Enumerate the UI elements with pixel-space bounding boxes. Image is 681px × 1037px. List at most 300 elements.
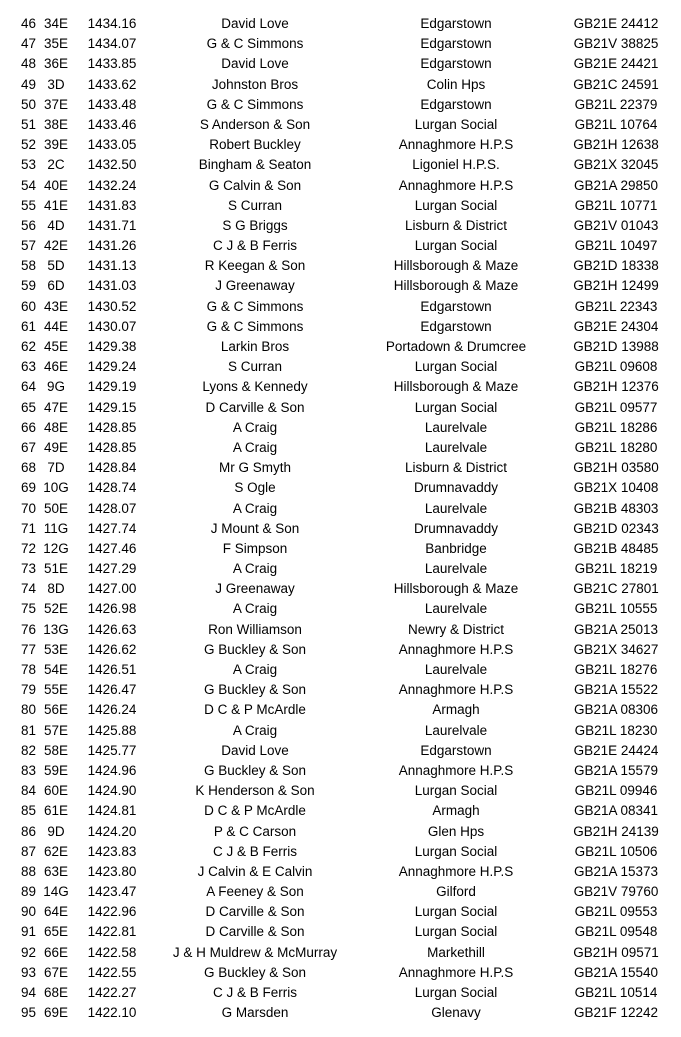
ring-number-cell: GB21H 12376: [573, 379, 659, 395]
section-position-cell: 59E: [43, 762, 69, 778]
table-row: [0, 337, 681, 357]
member-name-cell: J Greenaway: [215, 278, 295, 294]
ring-number-cell: GB21L 18276: [574, 662, 658, 677]
member-name-cell: Bingham & Seaton: [198, 157, 312, 173]
member-name-cell: R Keegan & Son: [204, 258, 306, 274]
ring-number-cell: GB21A 25013: [573, 621, 659, 637]
club-cell: Edgarstown: [420, 56, 492, 72]
ring-number-cell: GB21L 22343: [574, 298, 658, 314]
club-cell: Lisburn & District: [404, 460, 508, 476]
ring-number-cell: GB21B 48303: [573, 500, 659, 516]
member-name-cell: G & C Simmons: [206, 96, 304, 112]
member-name-cell: S Curran: [227, 359, 283, 375]
ring-number-cell: GB21L 10764: [574, 116, 658, 132]
member-name-cell: D Carville & Son: [205, 924, 305, 940]
member-name-cell: J Calvin & E Calvin: [197, 863, 313, 879]
section-position-cell: 63E: [43, 863, 69, 879]
table-row: [0, 539, 681, 559]
velocity-cell: 1422.58: [87, 944, 137, 960]
velocity-cell: 1426.47: [87, 682, 137, 698]
ring-number-cell: GB21H 12638: [573, 137, 659, 153]
position-cell: 74: [20, 581, 36, 597]
section-position-cell: 49E: [43, 439, 69, 455]
club-cell: Lisburn & District: [404, 217, 508, 233]
club-cell: Lurgan Social: [414, 399, 498, 415]
position-cell: 56: [20, 217, 36, 233]
club-cell: Laurelvale: [424, 722, 488, 738]
section-position-cell: 9D: [47, 823, 65, 839]
table-row: [0, 943, 681, 963]
table-row: [0, 236, 681, 256]
club-cell: Laurelvale: [424, 439, 488, 455]
position-cell: 61: [20, 318, 36, 334]
member-name-cell: J Greenaway: [215, 581, 295, 597]
ring-number-cell: GB21X 32045: [573, 157, 659, 173]
member-name-cell: A Craig: [232, 722, 278, 738]
club-cell: Lurgan Social: [414, 843, 498, 859]
table-row: [0, 700, 681, 720]
table-row: [0, 418, 681, 438]
position-cell: 67: [20, 439, 36, 455]
section-position-cell: 56E: [43, 702, 69, 718]
ring-number-cell: GB21L 18230: [574, 722, 658, 738]
table-row: [0, 620, 681, 640]
position-cell: 85: [20, 803, 36, 819]
table-row: [0, 478, 681, 498]
velocity-cell: 1429.24: [87, 359, 137, 375]
club-cell: Edgarstown: [420, 318, 492, 334]
table-row: [0, 842, 681, 862]
ring-number-cell: GB21L 10514: [574, 985, 658, 1000]
position-cell: 48: [20, 56, 36, 72]
position-cell: 52: [20, 137, 36, 153]
ring-number-cell: GB21L 10506: [574, 843, 658, 859]
velocity-cell: 1431.83: [87, 197, 137, 213]
velocity-cell: 1423.80: [87, 863, 137, 879]
member-name-cell: G & C Simmons: [206, 298, 304, 314]
member-name-cell: Ron Williamson: [208, 621, 302, 637]
position-cell: 59: [20, 278, 36, 294]
table-row: [0, 216, 681, 236]
club-cell: Lurgan Social: [414, 197, 498, 213]
position-cell: 60: [20, 298, 36, 314]
velocity-cell: 1426.51: [87, 662, 137, 677]
table-row: [0, 559, 681, 579]
position-cell: 64: [20, 379, 36, 395]
position-cell: 63: [20, 359, 36, 375]
velocity-cell: 1431.13: [87, 258, 137, 274]
table-row: [0, 499, 681, 519]
club-cell: Hillsborough & Maze: [393, 258, 519, 274]
club-cell: Edgarstown: [420, 742, 492, 758]
ring-number-cell: GB21X 34627: [573, 641, 659, 657]
velocity-cell: 1423.83: [87, 843, 137, 859]
section-position-cell: 7D: [47, 460, 65, 476]
ring-number-cell: GB21H 09571: [573, 944, 659, 960]
club-cell: Armagh: [432, 702, 480, 718]
position-cell: 82: [20, 742, 36, 758]
table-row: [0, 75, 681, 95]
ring-number-cell: GB21H 03580: [573, 460, 659, 476]
ring-number-cell: GB21L 18286: [574, 419, 658, 435]
velocity-cell: 1429.15: [87, 399, 137, 415]
member-name-cell: G Buckley & Son: [203, 762, 307, 778]
club-cell: Lurgan Social: [414, 904, 498, 920]
club-cell: Lurgan Social: [414, 238, 498, 254]
section-position-cell: 64E: [43, 904, 69, 920]
velocity-cell: 1434.07: [87, 36, 137, 52]
velocity-cell: 1422.55: [87, 964, 137, 980]
section-position-cell: 69E: [43, 1005, 69, 1021]
position-cell: 94: [20, 985, 36, 1000]
position-cell: 79: [20, 682, 36, 698]
position-cell: 46: [20, 16, 36, 31]
position-cell: 54: [20, 177, 36, 193]
club-cell: Gilford: [436, 884, 476, 900]
ring-number-cell: GB21D 18338: [573, 258, 659, 274]
member-name-cell: D C & P McArdle: [204, 803, 306, 819]
section-position-cell: 57E: [43, 722, 69, 738]
velocity-cell: 1427.46: [87, 540, 137, 556]
section-position-cell: 14G: [43, 884, 69, 900]
position-cell: 68: [20, 460, 36, 476]
position-cell: 92: [20, 944, 36, 960]
member-name-cell: K Henderson & Son: [195, 783, 315, 799]
velocity-cell: 1430.52: [87, 298, 137, 314]
ring-number-cell: GB21A 08306: [573, 702, 659, 718]
ring-number-cell: GB21L 09577: [574, 399, 658, 415]
member-name-cell: D Carville & Son: [205, 904, 305, 920]
velocity-cell: 1424.20: [87, 823, 137, 839]
member-name-cell: G Buckley & Son: [203, 964, 307, 980]
ring-number-cell: GB21L 09553: [574, 904, 658, 920]
club-cell: Ligoniel H.P.S.: [412, 157, 500, 173]
velocity-cell: 1426.98: [87, 601, 137, 617]
section-position-cell: 3D: [47, 76, 65, 92]
club-cell: Banbridge: [425, 540, 487, 556]
member-name-cell: David Love: [221, 16, 289, 31]
table-row: [0, 680, 681, 700]
velocity-cell: 1434.16: [87, 16, 137, 31]
club-cell: Annaghmore H.P.S: [398, 863, 514, 879]
club-cell: Edgarstown: [420, 96, 492, 112]
member-name-cell: G Buckley & Son: [203, 682, 307, 698]
table-row: [0, 276, 681, 296]
velocity-cell: 1422.81: [87, 924, 137, 940]
member-name-cell: F Simpson: [222, 540, 288, 556]
ring-number-cell: GB21A 29850: [573, 177, 659, 193]
club-cell: Newry & District: [407, 621, 504, 637]
club-cell: Laurelvale: [424, 500, 488, 516]
member-name-cell: P & C Carson: [213, 823, 297, 839]
section-position-cell: 60E: [43, 783, 69, 799]
position-cell: 47: [20, 36, 36, 52]
velocity-cell: 1426.24: [87, 702, 137, 718]
club-cell: Laurelvale: [424, 561, 488, 577]
ring-number-cell: GB21V 38825: [573, 36, 659, 52]
ring-number-cell: GB21L 10771: [574, 197, 658, 213]
velocity-cell: 1424.96: [87, 762, 137, 778]
velocity-cell: 1430.07: [87, 318, 137, 334]
position-cell: 80: [20, 702, 36, 718]
position-cell: 73: [20, 561, 36, 577]
ring-number-cell: GB21L 09548: [574, 924, 658, 940]
table-row: [0, 721, 681, 741]
table-row: [0, 256, 681, 276]
club-cell: Edgarstown: [420, 36, 492, 52]
ring-number-cell: GB21C 27801: [573, 581, 659, 597]
member-name-cell: Mr G Smyth: [218, 460, 291, 476]
section-position-cell: 2C: [47, 157, 65, 173]
section-position-cell: 40E: [43, 177, 69, 193]
table-row: [0, 882, 681, 902]
section-position-cell: 46E: [43, 359, 69, 375]
position-cell: 66: [20, 419, 36, 435]
position-cell: 49: [20, 76, 36, 92]
ring-number-cell: GB21E 24304: [573, 318, 659, 334]
position-cell: 72: [20, 540, 36, 556]
table-row: [0, 196, 681, 216]
velocity-cell: 1432.50: [87, 157, 137, 173]
club-cell: Drumnavaddy: [413, 520, 499, 536]
club-cell: Lurgan Social: [414, 924, 498, 940]
member-name-cell: C J & B Ferris: [212, 843, 297, 859]
section-position-cell: 52E: [43, 601, 69, 617]
club-cell: Armagh: [432, 803, 480, 819]
ring-number-cell: GB21L 09946: [574, 783, 658, 799]
table-row: [0, 398, 681, 418]
position-cell: 65: [20, 399, 36, 415]
member-name-cell: S G Briggs: [222, 217, 288, 233]
ring-number-cell: GB21C 24591: [573, 76, 659, 92]
section-position-cell: 48E: [43, 419, 69, 435]
position-cell: 90: [20, 904, 36, 920]
member-name-cell: A Craig: [232, 500, 278, 516]
club-cell: Edgarstown: [420, 16, 492, 31]
position-cell: 95: [20, 1005, 36, 1021]
velocity-cell: 1428.85: [87, 439, 137, 455]
table-row: [0, 922, 681, 942]
table-row: [0, 14, 681, 34]
club-cell: Laurelvale: [424, 662, 488, 677]
member-name-cell: Johnston Bros: [211, 76, 299, 92]
member-name-cell: J Mount & Son: [210, 520, 300, 536]
club-cell: Colin Hps: [426, 76, 486, 92]
ring-number-cell: GB21B 48485: [573, 540, 659, 556]
table-row: [0, 297, 681, 317]
table-row: [0, 176, 681, 196]
velocity-cell: 1424.90: [87, 783, 137, 799]
section-position-cell: 58E: [43, 742, 69, 758]
table-row: [0, 377, 681, 397]
section-position-cell: 35E: [43, 36, 69, 52]
section-position-cell: 4D: [47, 217, 65, 233]
club-cell: Lurgan Social: [414, 783, 498, 799]
member-name-cell: Larkin Bros: [220, 339, 290, 354]
member-name-cell: C J & B Ferris: [212, 238, 297, 254]
table-row: [0, 579, 681, 599]
member-name-cell: D Carville & Son: [205, 399, 305, 415]
club-cell: Lurgan Social: [414, 116, 498, 132]
ring-number-cell: GB21D 13988: [573, 339, 659, 354]
table-row: [0, 519, 681, 539]
section-position-cell: 50E: [43, 500, 69, 516]
club-cell: Glenavy: [431, 1005, 481, 1021]
club-cell: Drumnavaddy: [413, 480, 499, 496]
position-cell: 69: [20, 480, 36, 496]
velocity-cell: 1433.62: [87, 76, 137, 92]
ring-number-cell: GB21A 15579: [573, 762, 659, 778]
position-cell: 58: [20, 258, 36, 274]
table-row: [0, 317, 681, 337]
club-cell: Annaghmore H.P.S: [398, 137, 514, 153]
section-position-cell: 9G: [46, 379, 65, 395]
club-cell: Laurelvale: [424, 419, 488, 435]
section-position-cell: 45E: [43, 339, 69, 354]
velocity-cell: 1426.62: [87, 641, 137, 657]
position-cell: 53: [20, 157, 36, 173]
position-cell: 62: [20, 339, 36, 354]
velocity-cell: 1433.46: [87, 116, 137, 132]
velocity-cell: 1433.85: [87, 56, 137, 72]
club-cell: Laurelvale: [424, 601, 488, 617]
table-row: [0, 781, 681, 801]
section-position-cell: 41E: [43, 197, 69, 213]
section-position-cell: 13G: [43, 621, 69, 637]
velocity-cell: 1428.74: [87, 480, 137, 496]
ring-number-cell: GB21A 15540: [573, 964, 659, 980]
table-row: [0, 1003, 681, 1023]
ring-number-cell: GB21V 79760: [573, 884, 659, 900]
ring-number-cell: GB21L 18280: [574, 439, 658, 455]
position-cell: 88: [20, 863, 36, 879]
section-position-cell: 55E: [43, 682, 69, 698]
position-cell: 87: [20, 843, 36, 859]
ring-number-cell: GB21X 10408: [573, 480, 659, 496]
table-row: [0, 115, 681, 135]
table-row: [0, 902, 681, 922]
position-cell: 77: [20, 641, 36, 657]
ring-number-cell: GB21L 18219: [574, 561, 658, 577]
velocity-cell: 1429.19: [87, 379, 137, 395]
member-name-cell: A Craig: [232, 601, 278, 617]
position-cell: 55: [20, 197, 36, 213]
section-position-cell: 66E: [43, 944, 69, 960]
club-cell: Annaghmore H.P.S: [398, 682, 514, 698]
member-name-cell: G & C Simmons: [206, 318, 304, 334]
ring-number-cell: GB21F 12242: [573, 1005, 659, 1021]
table-row: [0, 599, 681, 619]
table-row: [0, 963, 681, 983]
ring-number-cell: GB21A 15373: [573, 863, 659, 879]
section-position-cell: 65E: [43, 924, 69, 940]
member-name-cell: G Calvin & Son: [208, 177, 302, 193]
member-name-cell: A Feeney & Son: [206, 884, 304, 900]
velocity-cell: 1423.47: [87, 884, 137, 900]
table-row: [0, 801, 681, 821]
ring-number-cell: GB21L 22379: [574, 96, 658, 112]
member-name-cell: S Curran: [227, 197, 283, 213]
section-position-cell: 44E: [43, 318, 69, 334]
ring-number-cell: GB21A 08341: [573, 803, 659, 819]
section-position-cell: 8D: [47, 581, 65, 597]
section-position-cell: 42E: [43, 238, 69, 254]
velocity-cell: 1427.00: [87, 581, 137, 597]
club-cell: Lurgan Social: [414, 359, 498, 375]
section-position-cell: 37E: [43, 96, 69, 112]
member-name-cell: D C & P McArdle: [204, 702, 306, 718]
position-cell: 86: [20, 823, 36, 839]
table-row: [0, 761, 681, 781]
club-cell: Hillsborough & Maze: [393, 278, 519, 294]
section-position-cell: 5D: [47, 258, 65, 274]
section-position-cell: 68E: [43, 985, 69, 1000]
ring-number-cell: GB21A 15522: [573, 682, 659, 698]
position-cell: 71: [20, 520, 36, 536]
velocity-cell: 1425.88: [87, 722, 137, 738]
section-position-cell: 38E: [43, 116, 69, 132]
velocity-cell: 1429.38: [87, 339, 137, 354]
position-cell: 83: [20, 762, 36, 778]
velocity-cell: 1427.74: [87, 520, 137, 536]
member-name-cell: S Ogle: [234, 480, 276, 496]
member-name-cell: G Buckley & Son: [203, 641, 307, 657]
club-cell: Edgarstown: [420, 298, 492, 314]
section-position-cell: 39E: [43, 137, 69, 153]
club-cell: Hillsborough & Maze: [393, 379, 519, 395]
ring-number-cell: GB21L 09608: [574, 359, 658, 375]
position-cell: 70: [20, 500, 36, 516]
member-name-cell: David Love: [221, 742, 289, 758]
table-row: [0, 862, 681, 882]
club-cell: Lurgan Social: [414, 985, 498, 1000]
section-position-cell: 61E: [43, 803, 69, 819]
velocity-cell: 1428.84: [87, 460, 137, 476]
club-cell: Markethill: [427, 944, 485, 960]
table-row: [0, 438, 681, 458]
velocity-cell: 1424.81: [87, 803, 137, 819]
member-name-cell: A Craig: [232, 419, 278, 435]
section-position-cell: 36E: [43, 56, 69, 72]
table-row: [0, 357, 681, 377]
position-cell: 89: [20, 884, 36, 900]
table-row: [0, 135, 681, 155]
member-name-cell: A Craig: [232, 662, 278, 677]
ring-number-cell: GB21H 24139: [573, 823, 659, 839]
table-row: [0, 660, 681, 680]
section-position-cell: 47E: [43, 399, 69, 415]
ring-number-cell: GB21L 10555: [574, 601, 658, 617]
ring-number-cell: GB21E 24412: [573, 16, 659, 31]
table-row: [0, 822, 681, 842]
section-position-cell: 67E: [43, 964, 69, 980]
position-cell: 50: [20, 96, 36, 112]
velocity-cell: 1422.10: [87, 1005, 137, 1021]
section-position-cell: 54E: [43, 662, 69, 677]
velocity-cell: 1422.27: [87, 985, 137, 1000]
club-cell: Hillsborough & Maze: [393, 581, 519, 597]
member-name-cell: S Anderson & Son: [199, 116, 311, 132]
velocity-cell: 1428.07: [87, 500, 137, 516]
club-cell: Glen Hps: [427, 823, 485, 839]
club-cell: Annaghmore H.P.S: [398, 177, 514, 193]
position-cell: 78: [20, 662, 36, 677]
table-row: [0, 640, 681, 660]
velocity-cell: 1432.24: [87, 177, 137, 193]
velocity-cell: 1431.03: [87, 278, 137, 294]
club-cell: Portadown & Drumcree: [385, 339, 527, 354]
position-cell: 51: [20, 116, 36, 132]
